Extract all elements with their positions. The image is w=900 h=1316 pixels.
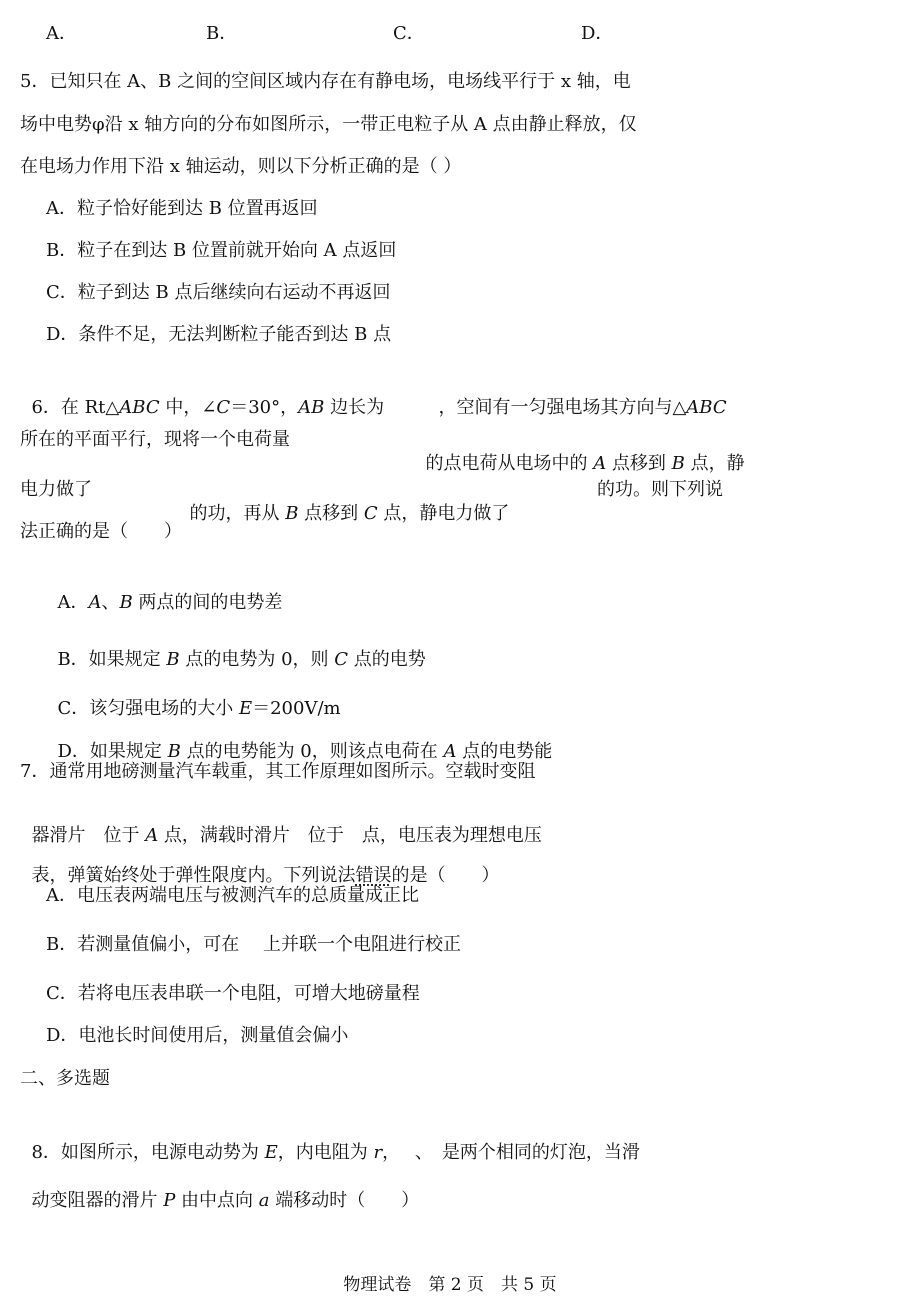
q8-var: E: [264, 1142, 278, 1163]
q6-text: C．该匀强电场的大小: [57, 698, 239, 719]
q6-stem-line-3-tail: 的功。则下列说: [597, 479, 723, 500]
q6-stem-line-3-mid: [178, 478, 509, 526]
option-a-label: A．: [46, 23, 77, 44]
q6-text: 两点的间的电势差: [132, 592, 283, 613]
q6-var: A: [593, 453, 607, 474]
q6-text: 的功，再从: [189, 503, 286, 524]
q8-text: ，内电阻为: [277, 1142, 374, 1163]
q6-var: E: [238, 698, 253, 719]
q6-var: C: [334, 649, 349, 670]
q6-text: 点的电势能: [456, 741, 553, 762]
q8-text: 由中点向: [175, 1190, 259, 1211]
q6-var: B: [671, 453, 685, 474]
q8-var: P: [163, 1190, 176, 1211]
q6-text: 6．在 Rt△: [31, 397, 120, 418]
q6-text: ，空间有一匀强电场其方向与△: [438, 397, 687, 418]
q6-stem-line-2: 所在的平面平行，现将一个电荷量: [20, 429, 290, 450]
q7-option-a: A．电压表两端电压与被测汽车的总质量成正比: [46, 885, 419, 906]
q6-var: B: [119, 592, 133, 613]
q6-text: 点，静: [684, 453, 745, 474]
q7-text: 表，弹簧始终处于弹性限度内。下列说法: [31, 865, 356, 886]
q6-text: 点移到: [298, 503, 364, 524]
q6-stem-line-1-tail: [427, 372, 727, 420]
q6-var: A: [88, 592, 102, 613]
q6-var: B: [167, 741, 181, 762]
q6-text: ＝30°，: [230, 397, 299, 418]
q7-option-d: D．电池长时间使用后，测量值会偏小: [46, 1025, 349, 1046]
q6-var: C: [363, 503, 378, 524]
q6-option-a: [46, 567, 282, 615]
q5-stem-line-3: 在电场力作用下沿 x 轴运动，则以下分析正确的是（ ）: [20, 156, 462, 177]
q6-text: 的点电荷从电场中的: [425, 453, 594, 474]
q6-var: ABC: [119, 397, 160, 418]
q5-stem-line-2: 场中电势φ沿 x 轴方向的分布如图所示，一带正电粒子从 A 点由静止释放，仅: [20, 114, 637, 135]
q8-var: r: [373, 1142, 383, 1163]
q7-stem-line-3: [20, 840, 499, 888]
q6-var: AB: [298, 397, 325, 418]
q7-text: 的是（ ）: [391, 865, 500, 886]
q5-option-b: B．粒子在到达 B 位置前就开始向 A 点返回: [46, 240, 397, 261]
q6-text: 点的电势: [348, 649, 426, 670]
q8-stem-line-2: [20, 1165, 419, 1213]
q8-text: 8．如图所示，电源电动势为: [31, 1142, 265, 1163]
q6-text: 点的电势能为 0，则该点电荷在: [180, 741, 444, 762]
q7-option-c: C．若将电压表串联一个电阻，可增大地磅量程: [46, 983, 420, 1004]
q6-stem-line-1: [20, 372, 384, 420]
q8-stem-line-1: [20, 1117, 640, 1165]
option-d-label: D．: [581, 23, 614, 44]
q7-var: A: [145, 825, 159, 846]
q6-text: D．如果规定: [57, 741, 168, 762]
q5-stem-line-1: 5．已知只在 A、B 之间的空间区域内存在有静电场，电场线平行于 x 轴，电: [20, 71, 631, 92]
q5-option-a: A．粒子恰好能到达 B 位置再返回: [46, 198, 318, 219]
q6-text: 点，静电力做了: [377, 503, 510, 524]
q6-var: B: [285, 503, 299, 524]
q6-option-c: [46, 673, 341, 721]
q7-text: 点，满载时滑片 位于 点，电压表为理想电压: [158, 825, 542, 846]
q7-emphasis: 错误: [355, 865, 392, 886]
q6-var: A: [443, 741, 457, 762]
q6-text: A．: [57, 592, 89, 613]
q6-text: 点的电势为 0，则: [179, 649, 335, 670]
q6-stem-line-3: 电力做了: [20, 479, 92, 500]
q6-text: ＝200V/m: [252, 698, 341, 719]
q6-text: 中，∠: [159, 397, 217, 418]
q5-option-c: C．粒子到达 B 点后继续向右运动不再返回: [46, 282, 391, 303]
q6-text: 、: [101, 592, 120, 613]
q7-stem-line-1: 7．通常用地磅测量汽车载重，其工作原理如图所示。空载时变阻: [20, 761, 536, 782]
q6-var: C: [216, 397, 231, 418]
page-footer: 物理试卷 第 2 页 共 5 页: [343, 1275, 557, 1295]
q6-stem-line-2-tail: [414, 428, 745, 476]
q7-text: 器滑片 位于: [31, 825, 146, 846]
q5-option-d: D．条件不足，无法判断粒子能否到达 B 点: [46, 324, 392, 345]
q8-var: a: [258, 1190, 270, 1211]
q8-text: 端移动时（ ）: [269, 1190, 420, 1211]
q7-option-b: B．若测量值偏小，可在 上并联一个电阻进行校正: [46, 934, 461, 955]
q6-text: 点移到: [606, 453, 672, 474]
option-b-label: B．: [206, 23, 238, 44]
q6-text: 边长为: [324, 397, 385, 418]
q6-option-d: [46, 716, 552, 764]
q6-option-b: [46, 624, 426, 672]
option-c-label: C．: [393, 23, 425, 44]
q6-var: ABC: [686, 397, 727, 418]
section-heading: 二、多选题: [20, 1068, 110, 1089]
q6-text: B．如果规定: [57, 649, 167, 670]
q8-text: 动变阻器的滑片: [31, 1190, 164, 1211]
q6-var: B: [166, 649, 180, 670]
q8-text: ， 、 是两个相同的灯泡，当滑: [382, 1142, 640, 1163]
q6-stem-line-4: 法正确的是（ ）: [20, 521, 182, 542]
